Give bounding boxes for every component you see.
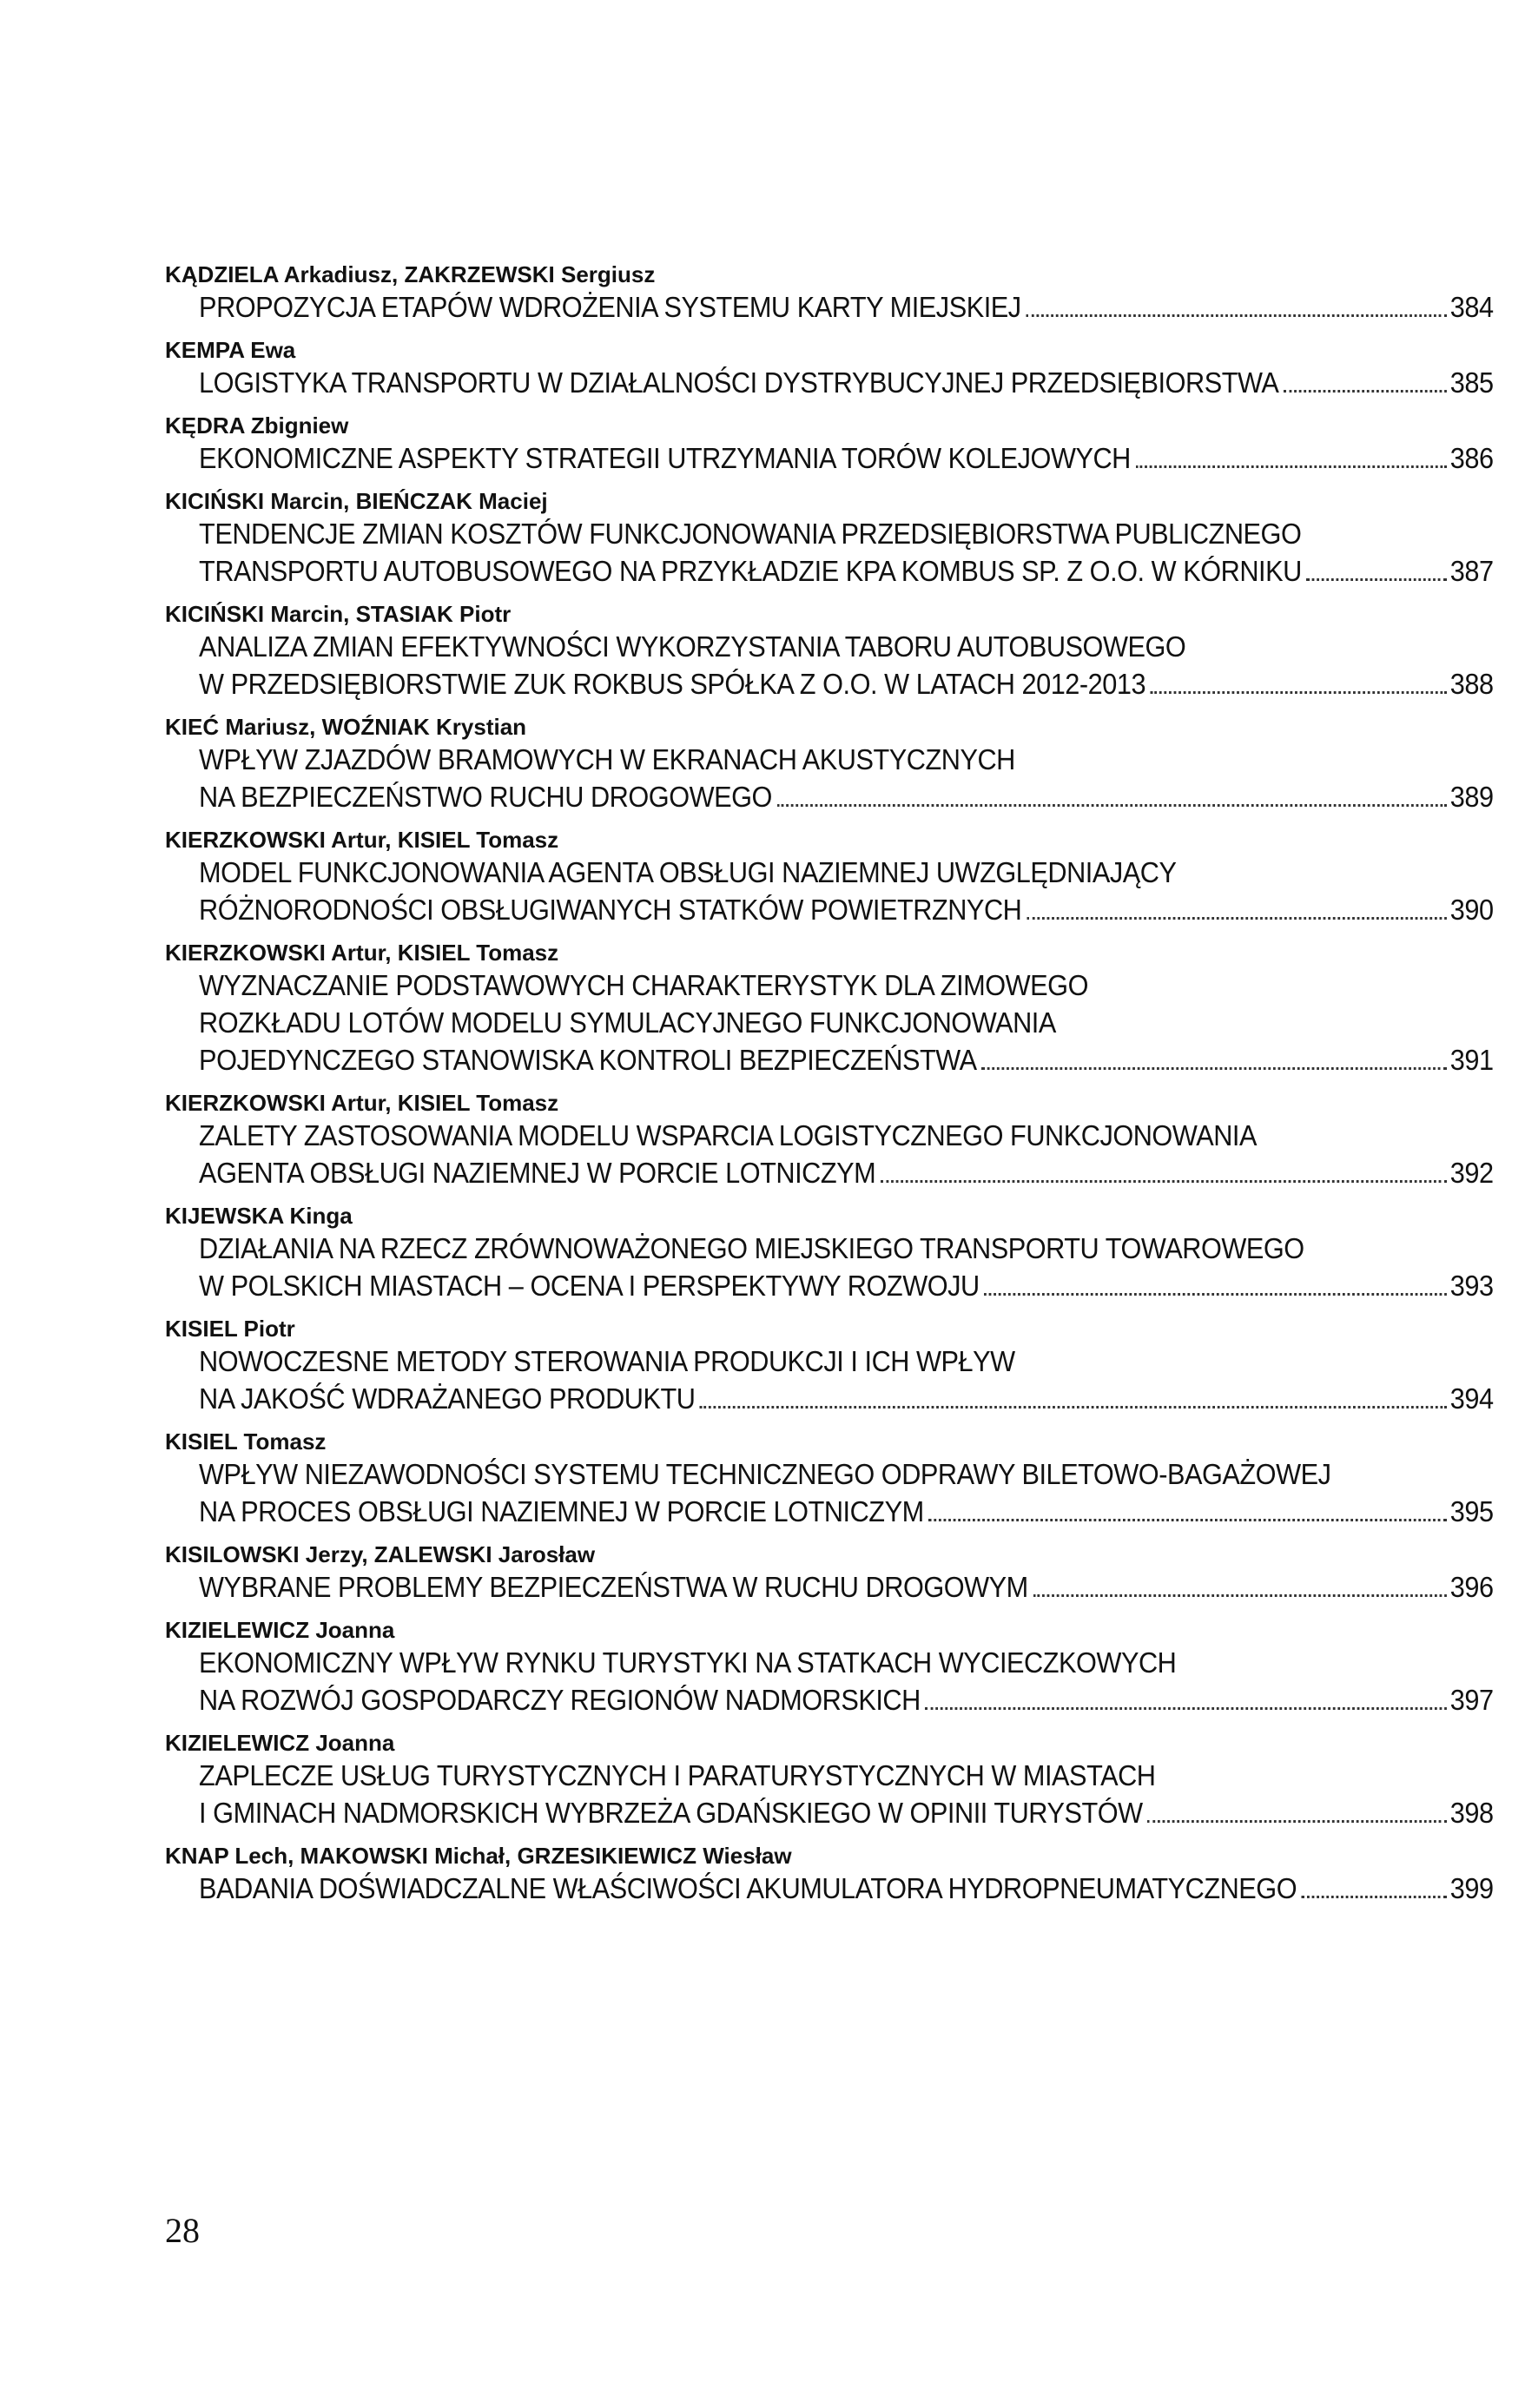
dot-leader <box>1026 314 1447 317</box>
entry-page-number: 390 <box>1449 894 1494 926</box>
entry-page-number: 396 <box>1449 1571 1494 1603</box>
entry-title-line <box>165 552 1494 590</box>
entry-title-text: EKONOMICZNE ASPEKTY STRATEGII UTRZYMANIA TORÓW KOLEJOWYCH <box>199 442 1131 474</box>
entry-page-number: 395 <box>1449 1495 1494 1527</box>
toc-entry <box>165 1729 1494 1831</box>
entry-authors: KNAP Lech, MAKOWSKI Michał, GRZESIKIEWICZ Wiesław <box>165 1843 792 1869</box>
entry-authors: KIEĆ Mariusz, WOŹNIAK Krystian <box>165 714 527 740</box>
dot-leader <box>700 1406 1447 1409</box>
entry-title-text: MODEL FUNKCJONOWANIA AGENTA OBSŁUGI NAZIEMNEJ UWZGLĘDNIAJĄCY <box>199 856 1177 888</box>
entry-title-line <box>165 1794 1494 1831</box>
entry-authors: KICIŃSKI Marcin, BIEŃCZAK Maciej <box>165 488 548 514</box>
entry-title-line <box>165 364 1494 401</box>
entry-authors: KIERZKOWSKI Artur, KISIEL Tomasz <box>165 827 559 853</box>
entry-title-line <box>165 1644 1494 1681</box>
entry-title-line <box>165 1004 1494 1041</box>
entry-authors: KĄDZIELA Arkadiusz, ZAKRZEWSKI Sergiusz <box>165 261 656 287</box>
entry-title-text: ROZKŁADU LOTÓW MODELU SYMULACYJNEGO FUNKCJONOWANIA <box>199 1006 1056 1039</box>
toc-entry <box>165 826 1494 928</box>
entry-title-text: ZAPLECZE USŁUG TURYSTYCZNYCH I PARATURYSTYCZNYCH W MIASTACH <box>199 1759 1156 1791</box>
entry-page-number: 397 <box>1449 1684 1494 1716</box>
entry-authors: KISILOWSKI Jerzy, ZALEWSKI Jarosław <box>165 1541 596 1567</box>
entry-title-line <box>165 439 1494 477</box>
entry-title-text: BADANIA DOŚWIADCZALNE WŁAŚCIWOŚCI AKUMULATORA HYDROPNEUMATYCZNEGO <box>199 1872 1297 1904</box>
entry-title-text: WPŁYW NIEZAWODNOŚCI SYSTEMU TECHNICZNEGO ODPRAWY BILETOWO-BAGAŻOWEJ <box>199 1458 1331 1490</box>
entry-title-line <box>165 1267 1494 1304</box>
entry-title-line <box>165 665 1494 703</box>
toc-entry <box>165 336 1494 401</box>
dot-leader <box>1302 1896 1447 1898</box>
entry-title-line <box>165 891 1494 928</box>
entry-title-text: NA BEZPIECZEŃSTWO RUCHU DROGOWEGO <box>199 781 772 813</box>
entry-authors: KEMPA Ewa <box>165 337 296 363</box>
entry-title-text: POJEDYNCZEGO STANOWISKA KONTROLI BEZPIECZEŃSTWA <box>199 1044 977 1076</box>
entry-title-text: WPŁYW ZJAZDÓW BRAMOWYCH W EKRANACH AKUSTYCZNYCH <box>199 743 1015 775</box>
dot-leader <box>1284 390 1447 393</box>
entry-page-number: 388 <box>1449 668 1494 700</box>
entry-authors: KIERZKOWSKI Artur, KISIEL Tomasz <box>165 940 559 966</box>
entry-page-number: 386 <box>1449 442 1494 474</box>
entry-title-line <box>165 1380 1494 1417</box>
toc-entry <box>165 487 1494 590</box>
entry-title-text: DZIAŁANIA NA RZECZ ZRÓWNOWAŻONEGO MIEJSKIEGO TRANSPORTU TOWAROWEGO <box>199 1232 1304 1264</box>
dot-leader <box>984 1293 1447 1296</box>
entry-title-line <box>165 1041 1494 1079</box>
entry-title-text: NA PROCES OBSŁUGI NAZIEMNEJ W PORCIE LOTNICZYM <box>199 1495 924 1527</box>
entry-page-number: 384 <box>1449 291 1494 323</box>
dot-leader <box>777 804 1448 807</box>
entry-title-line <box>165 1230 1494 1267</box>
entry-title-text: PROPOZYCJA ETAPÓW WDROŻENIA SYSTEMU KARTY MIEJSKIEJ <box>199 291 1021 323</box>
entry-title-text: W PRZEDSIĘBIORSTWIE ZUK ROKBUS SPÓŁKA Z O.O. W LATACH 2012-2013 <box>199 668 1146 700</box>
entry-title-line <box>165 741 1494 778</box>
entry-authors: KIZIELEWICZ Joanna <box>165 1730 395 1756</box>
entry-title-line <box>165 966 1494 1004</box>
dot-leader <box>981 1067 1447 1070</box>
dot-leader <box>1027 917 1447 920</box>
entry-page-number: 391 <box>1449 1044 1494 1076</box>
toc-entry <box>165 1089 1494 1191</box>
entry-title-line <box>165 288 1494 326</box>
entry-title-line <box>165 1870 1494 1907</box>
toc-entry <box>165 1540 1494 1606</box>
entry-title-text: LOGISTYKA TRANSPORTU W DZIAŁALNOŚCI DYSTRYBUCYJNEJ PRZEDSIĘBIORSTWA <box>199 366 1279 399</box>
entry-title-text: WYBRANE PROBLEMY BEZPIECZEŃSTWA W RUCHU DROGOWYM <box>199 1571 1028 1603</box>
table-of-contents <box>165 261 1494 1917</box>
toc-entry <box>165 1428 1494 1530</box>
toc-entry <box>165 713 1494 815</box>
toc-entry <box>165 1202 1494 1304</box>
entry-title-line <box>165 854 1494 891</box>
toc-entry <box>165 1842 1494 1907</box>
entry-title-line <box>165 1455 1494 1493</box>
entry-title-line <box>165 778 1494 815</box>
entry-title-text: AGENTA OBSŁUGI NAZIEMNEJ W PORCIE LOTNICZYM <box>199 1157 876 1189</box>
entry-title-line <box>165 1568 1494 1606</box>
dot-leader <box>1306 578 1447 581</box>
entry-title-text: NA JAKOŚĆ WDRAŻANEGO PRODUKTU <box>199 1382 696 1415</box>
entry-authors: KISIEL Piotr <box>165 1316 295 1342</box>
toc-entry <box>165 939 1494 1079</box>
entry-title-line <box>165 1343 1494 1380</box>
entry-page-number: 393 <box>1449 1270 1494 1302</box>
entry-title-text: ZALETY ZASTOSOWANIA MODELU WSPARCIA LOGISTYCZNEGO FUNKCJONOWANIA <box>199 1119 1257 1151</box>
entry-title-text: WYZNACZANIE PODSTAWOWYCH CHARAKTERYSTYK DLA ZIMOWEGO <box>199 969 1088 1001</box>
dot-leader <box>1147 1820 1447 1823</box>
toc-entry <box>165 1315 1494 1417</box>
entry-title-line <box>165 515 1494 552</box>
entry-title-line <box>165 1154 1494 1191</box>
entry-title-text: NA ROZWÓJ GOSPODARCZY REGIONÓW NADMORSKICH <box>199 1684 921 1716</box>
page-number: 28 <box>165 2211 200 2250</box>
entry-authors: KICIŃSKI Marcin, STASIAK Piotr <box>165 601 512 627</box>
entry-title-line <box>165 1757 1494 1794</box>
entry-title-line <box>165 628 1494 665</box>
entry-title-text: W POLSKICH MIASTACH – OCENA I PERSPEKTYWY ROZWOJU <box>199 1270 980 1302</box>
toc-entry <box>165 600 1494 703</box>
entry-title-text: EKONOMICZNY WPŁYW RYNKU TURYSTYKI NA STATKACH WYCIECZKOWYCH <box>199 1646 1177 1679</box>
entry-title-text: I GMINACH NADMORSKICH WYBRZEŻA GDAŃSKIEGO W OPINII TURYSTÓW <box>199 1797 1143 1829</box>
toc-entry <box>165 261 1494 326</box>
dot-leader <box>928 1519 1447 1521</box>
dot-leader <box>881 1180 1447 1183</box>
entry-title-line <box>165 1681 1494 1719</box>
entry-title-text: TENDENCJE ZMIAN KOSZTÓW FUNKCJONOWANIA PRZEDSIĘBIORSTWA PUBLICZNEGO <box>199 518 1302 550</box>
dot-leader <box>1151 691 1447 694</box>
dot-leader <box>1135 465 1447 468</box>
entry-page-number: 385 <box>1449 366 1494 399</box>
dot-leader <box>1033 1594 1447 1597</box>
entry-title-text: RÓŻNORODNOŚCI OBSŁUGIWANYCH STATKÓW POWIETRZNYCH <box>199 894 1022 926</box>
entry-authors: KIERZKOWSKI Artur, KISIEL Tomasz <box>165 1090 559 1116</box>
entry-page-number: 399 <box>1449 1872 1494 1904</box>
entry-authors: KISIEL Tomasz <box>165 1428 327 1455</box>
entry-page-number: 398 <box>1449 1797 1494 1829</box>
entry-title-text: NOWOCZESNE METODY STEROWANIA PRODUKCJI I ICH WPŁYW <box>199 1345 1015 1377</box>
entry-page-number: 387 <box>1449 555 1494 587</box>
entry-authors: KĘDRA Zbigniew <box>165 412 349 439</box>
entry-title-line <box>165 1117 1494 1154</box>
toc-entry <box>165 1616 1494 1719</box>
entry-page-number: 394 <box>1449 1382 1494 1415</box>
entry-page-number: 392 <box>1449 1157 1494 1189</box>
entry-authors: KIJEWSKA Kinga <box>165 1203 353 1229</box>
toc-entry <box>165 412 1494 477</box>
entry-title-text: TRANSPORTU AUTOBUSOWEGO NA PRZYKŁADZIE KPA KOMBUS SP. Z O.O. W KÓRNIKU <box>199 555 1302 587</box>
entry-title-line <box>165 1493 1494 1530</box>
entry-page-number: 389 <box>1449 781 1494 813</box>
dot-leader <box>925 1707 1447 1710</box>
entry-title-text: ANALIZA ZMIAN EFEKTYWNOŚCI WYKORZYSTANIA TABORU AUTOBUSOWEGO <box>199 630 1186 663</box>
entry-authors: KIZIELEWICZ Joanna <box>165 1617 395 1643</box>
